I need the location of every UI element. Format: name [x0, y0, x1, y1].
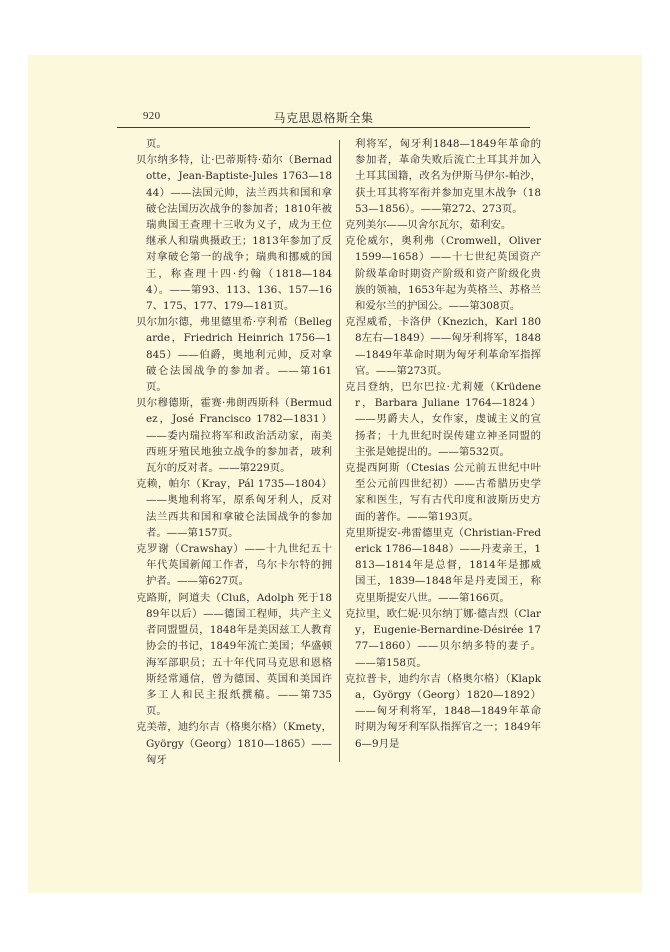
index-entry: 贝尔穆德斯，霍赛·弗朗西斯科（Bermudez，José Francisco 1782—1831）——委内瑞拉将军和政治活动家，南美西班牙殖民地独立战争的参加者，玻利瓦尔的反对者。——第229页。: [136, 397, 332, 475]
index-entry-continuation: 利将军，匈牙利1848—1849年革命的参加者，革命失败后流亡土耳其并加入土耳其国籍，改名为伊斯马伊尔-帕沙，获土耳其将军衔并参加克里木战争（1853—1856）。——第272、273页。: [355, 138, 541, 215]
index-entry: 克拉普卡，迪约尔吉（格奥尔格）（Klapka，György（Georg）1820—1892）——匈牙利将军，1848—1849年革命时期为匈牙利军队指挥官之一；1849年6—9月是: [345, 672, 541, 750]
index-entry: 克伦威尔，奥利弗（Cromwell，Oliver 1599—1658）——十七世纪英国资产阶级革命时期资产阶级和资产阶级化贵族的领袖，1653年起为英格兰、苏格兰和爱尔兰的护国公。——第308页。: [345, 235, 541, 313]
index-entry: 克吕登纳，巴尔巴拉·尤莉娅（Krüdener，Barbara Juliane 1764—1824）——男爵夫人，女作家，虔诚主义的宣扬者；十九世纪时误传建立神圣同盟的主张是她提出的。——第532页。: [345, 381, 541, 458]
page-number: 920: [143, 110, 161, 122]
index-entry: 克路斯，阿道夫（Cluß，Adolph 死于1889年以后）——德国工程师，共产主义者同盟盟员，1848年是美因兹工人教育协会的书记，1849年流亡美国；华盛顿海军部职员；五十年代同马克思和恩格斯经常通信，曾为德国、英国和美国许多工人和民主报纸撰稿。——第735页。: [136, 591, 332, 718]
left-column: [136, 136, 332, 768]
book-page: [28, 55, 642, 893]
column-divider: [339, 140, 340, 762]
index-entry: 克美蒂，迪约尔吉（格奥尔格）（Kmety，György（Georg）1810—1865）——匈牙: [136, 721, 332, 766]
index-entry-continuation: 页。: [146, 138, 167, 150]
book-title: 马克思恩格斯全集: [273, 111, 374, 125]
index-entry: 克提西阿斯（Ctesias 公元前五世纪中叶至公元前四世纪初）——古希腊历史学家和医生，写有古代印度和波斯历史方面的著作。——第193页。: [345, 462, 541, 523]
index-entry: 克里斯提安-弗雷德里克（Christian-Frederick 1786—1848）——丹麦亲王，1813—1814年是总督，1814年是挪威国王，1839—1848年是丹麦国王，称克里斯提安八世。——第166页。: [345, 526, 541, 604]
index-entry: 克涅威希，卡洛伊（Knezich，Karl 1808左右—1849）——匈牙利将军，1848—1849年革命时期为匈牙利革命军指挥官。——第273页。: [345, 316, 541, 377]
index-entry: 克罗谢（Crawshay）——十九世纪五十年代英国新闻工作者，乌尔卡尔特的拥护者。——第627页。: [136, 543, 332, 588]
index-entry: 克列美尔——贝舍尔瓦尔，茹利安。: [345, 219, 512, 232]
index-entry: 克拉里，欧仁妮·贝尔纳丁娜·德吉烈（Clary，Eugenie-Bernardine-Désirée 1777—1860）——贝尔纳多特的妻子。——第158页。: [345, 607, 541, 669]
index-entry: 克赖，帕尔（Kray，Pál 1735—1804）——奥地利将军，原系匈牙利人，反对法兰西共和国和拿破仑法国战争的参加者。——第157页。: [136, 478, 332, 539]
index-entry: 贝尔加尔德，弗里德里希·亨利希（Bellegarde，Friedrich Heinrich 1756—1845）——伯爵，奥地利元帅，反对拿破仑法国战争的参加者。——第161页。: [136, 316, 332, 394]
page-header: [117, 107, 530, 128]
index-entry: 贝尔纳多特，让·巴蒂斯特·茹尔（Bernadotte，Jean-Baptiste-Jules 1763—1844）——法国元帅，法兰西共和国和拿破仑法国历次战争的参加者；1810年被瑞典国王查理十三收为义子，成为王位继承人和瑞典摄政王；1813年参加了反对拿破仑第一的战争；瑞典和挪威的国王，称查理十四·约翰（1818—1844）。——第93、113、136、157—167、175、177、179—181页。: [136, 154, 332, 313]
right-column: [345, 136, 541, 752]
